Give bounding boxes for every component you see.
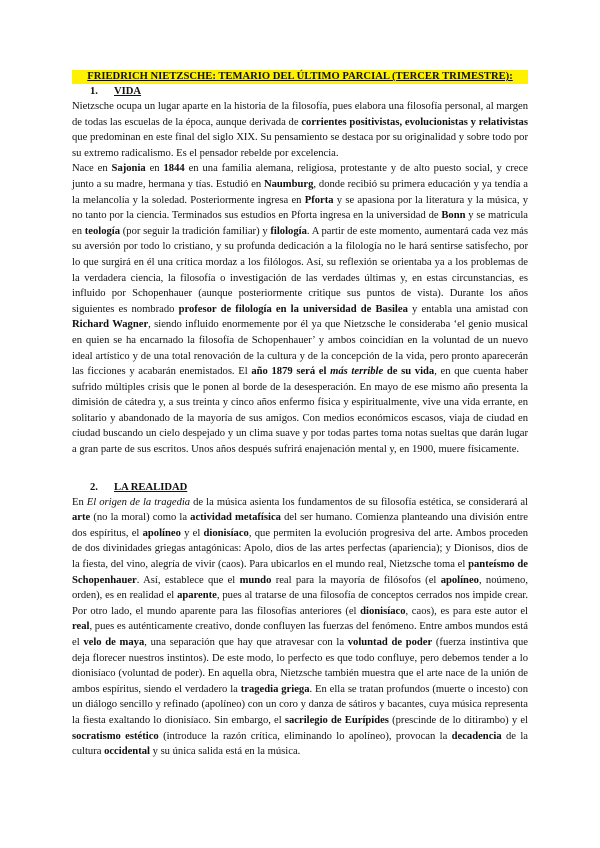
section-heading bbox=[72, 84, 528, 99]
text-run: y se matricula en bbox=[72, 210, 528, 237]
text-run: . Así, establece que el bbox=[136, 574, 240, 586]
text-run-bold: actividad metafísica bbox=[190, 512, 281, 524]
text-run-bold: Richard Wagner bbox=[72, 319, 149, 331]
text-run: (no la moral) como la bbox=[90, 512, 191, 524]
text-run: y entabla una amistad con bbox=[407, 303, 528, 315]
text-run: que predominan en este final del siglo XIX. Su pensamiento se destaca por su originalidad y sobre todo por su extremo radicalismo. Es el pensador rebelde por excelencia. bbox=[72, 132, 528, 159]
text-run: (por seguir la tradición familiar) y bbox=[120, 225, 271, 237]
text-run: , pues es auténticamente creativo, donde confluyen las fuerzas del fenómeno. Entre ambos mundos está el bbox=[72, 621, 528, 648]
text-run-bold: Sajonia bbox=[111, 163, 146, 175]
text-run: Nace en bbox=[72, 163, 112, 175]
text-run-bold: panteísmo de Schopenhauer bbox=[72, 559, 528, 586]
text-run: En bbox=[72, 496, 87, 508]
text-run: (introduce la razón crítica, eliminando lo apolíneo), provocan la bbox=[158, 730, 452, 742]
text-run-bold: apolíneo bbox=[440, 574, 479, 586]
text-run: , noúmeno, orden), es en realidad el bbox=[72, 574, 529, 602]
text-run: . A partir de este momento, aumentará cada vez más su aversión por todo lo cristiano, y su profunda dedicación a la filología no le hará sentirse satisfecho, por lo que surgirá en él una crítica mordaz a los filólogos. Así, su reflexión se orientaba ya a los problemas de la verdadera ciencia, la filosofía o investigación de las verdades últimas y, en estas circunstancias, es influido por Schopenhauer (aunque posteriormente critique sus puntos de vista). Durante los años siguientes es nombrado bbox=[72, 225, 528, 315]
text-run: , caos), es para este autor el bbox=[405, 605, 528, 617]
text-run: y el bbox=[180, 527, 204, 539]
text-run-bold: filología bbox=[270, 225, 307, 237]
section-spacer bbox=[72, 458, 528, 480]
document-body bbox=[72, 84, 528, 760]
text-run: , una separación que hay que atravesar con la bbox=[144, 637, 348, 648]
body-paragraph bbox=[72, 161, 528, 457]
text-run: y se apasiona por la literatura y la música, y no tanto por la ciencia. Terminados sus estudios en Pforta ingresa en la universidad de bbox=[72, 194, 529, 222]
text-run: de la cultura bbox=[72, 730, 528, 758]
text-run-bold: corrientes positivistas, evolucionistas y relativistas bbox=[301, 116, 528, 128]
text-run-bold: de su vida bbox=[383, 366, 435, 378]
text-run: , donde recibió su primera educación y ya tendía a la melancolía y la soledad. Posteriormente ingresa en bbox=[72, 178, 528, 206]
text-run-italic: El origen de la tragedia bbox=[86, 496, 191, 508]
text-run-bold: Pforta bbox=[304, 194, 334, 206]
text-run: en una familia alemana, religiosa, protestante y de alto puesto social, y crece junto a su madre, hermana y tías. Estudió en bbox=[72, 163, 528, 190]
text-run-emphasis: más terrible bbox=[330, 366, 384, 378]
section-heading-text: LA REALIDAD bbox=[114, 481, 188, 493]
text-run-bold bbox=[330, 366, 383, 377]
text-run: , pues al tratarse de una filosofía de conceptos cerrados nos impide crear. Por otro lado, el mundo aparente para las filosofías anteriores (el bbox=[72, 590, 528, 617]
text-run-bold: año 1879 será el bbox=[251, 366, 331, 378]
section-heading-text: VIDA bbox=[114, 86, 142, 97]
text-run-bold: dionisíaco bbox=[360, 605, 406, 617]
text-run-bold: Naumburg bbox=[263, 178, 314, 190]
text-run: , siendo influido enormemente por él ya que Nietzsche le consideraba ‘el genio musical en quien se ha encarnado la filosofía de Schopenhauer’ y ambos coincidían en la voluntad de un nuevo ideal artístico y de una total renovación de la cultura y de la concepción de la vida, pero pronto aparecerán las ficciones y acabarán enemistados. El bbox=[72, 319, 529, 378]
text-run-bold: real bbox=[72, 621, 90, 633]
text-run-bold: teología bbox=[84, 225, 121, 237]
text-run-bold: occidental bbox=[104, 746, 150, 758]
text-run: (prescinde de lo ditirambo) y el bbox=[388, 714, 528, 726]
document-title: FRIEDRICH NIETZSCHE: TEMARIO DEL ÚLTIMO PARCIAL (TERCER TRIMESTRE): bbox=[72, 70, 528, 84]
section-number: 1. bbox=[90, 86, 98, 97]
text-run-bold: aparente bbox=[177, 590, 217, 602]
text-run-bold: apolíneo bbox=[142, 527, 181, 539]
text-run: en bbox=[145, 163, 164, 175]
text-run-bold: decadencia bbox=[451, 730, 502, 742]
text-run: , en que cuenta haber sufrido múltiples crisis que le ponen al borde de la desesperación. En mayo de ese mismo año presenta la dimisión de cátedra y, a sus treinta y cinco años enfermo física y espiritualmente, vive una vida errante, en solitario y abandonado de la mayoría de sus amigos. Con medios económicos escasos, viaja de ciudad en ciudad buscando un cielo despejado y un clima suave y por todas partes toma notas sueltas que darán lugar a gran parte de sus escritos. Unos años después sufrirá enajenación mental y, en 1900, muere físicamente. bbox=[72, 366, 528, 456]
section-heading bbox=[72, 480, 528, 495]
text-run-bold: socratismo estético bbox=[72, 730, 159, 742]
text-run: . En ella se tratan profundos (muerte o incesto) con un diálogo sencillo y refinado (apolíneo) con un coro y danza de sátiros y bacantes, cuya música representa la fiesta exaltando lo dionisíaco. Sin embargo, el bbox=[72, 683, 528, 726]
document-page bbox=[72, 70, 528, 760]
text-run-bold: sacrilegio de Eurípides bbox=[284, 714, 389, 726]
text-run-bold: Bonn bbox=[441, 210, 466, 222]
text-run-bold: dionisíaco bbox=[203, 527, 249, 539]
text-run-bold: 1844 bbox=[163, 163, 185, 175]
text-run: , que permiten la evolución progresiva del arte. Ambos proceden de dos divinidades griegas antagónicas: Apolo, dios de las artes perfectas (apariencia); y Dionisos, dios de la fiesta, del vino, alegría de vivir (caos). Para ubicarlos en el mundo real, Nietzsche toma el bbox=[72, 527, 528, 571]
body-paragraph bbox=[72, 99, 528, 161]
text-run: (fuerza instintiva que deja florecer nuestros instintos). De este modo, lo perfecto es que todo confluye, pero debemos tender a lo dionisíaco (voluntad de poder). En aquella obra, Nietzsche también muestra que el arte nace de la unión de ambos espíritus, siendo el verdadero la bbox=[72, 637, 528, 695]
text-run: de la música asienta los fundamentos de su filosofía estética, se considerará al bbox=[190, 496, 528, 508]
text-run-bold: arte bbox=[72, 512, 91, 524]
text-run-bold: voluntad de poder bbox=[347, 637, 433, 648]
text-run: del ser humano. Comienza planteando una división entre dos espíritus, el bbox=[72, 512, 529, 539]
text-run: y su única salida está en la música. bbox=[149, 746, 301, 758]
text-run-bold: velo de maya bbox=[83, 637, 145, 648]
text-run-bold: mundo bbox=[239, 574, 272, 586]
section-number: 2. bbox=[90, 481, 98, 493]
text-run-bold: profesor de filología en la universidad de Basilea bbox=[178, 303, 408, 315]
body-paragraph bbox=[72, 495, 528, 760]
text-run: real para la mayoría de filósofos (el bbox=[271, 574, 441, 586]
text-run-bold: tragedia griega bbox=[240, 683, 310, 695]
text-run: Nietzsche ocupa un lugar aparte en la historia de la filosofía, pues elabora una filosofía personal, al margen de todas las escuelas de la época, aunque derivada de bbox=[72, 101, 528, 128]
